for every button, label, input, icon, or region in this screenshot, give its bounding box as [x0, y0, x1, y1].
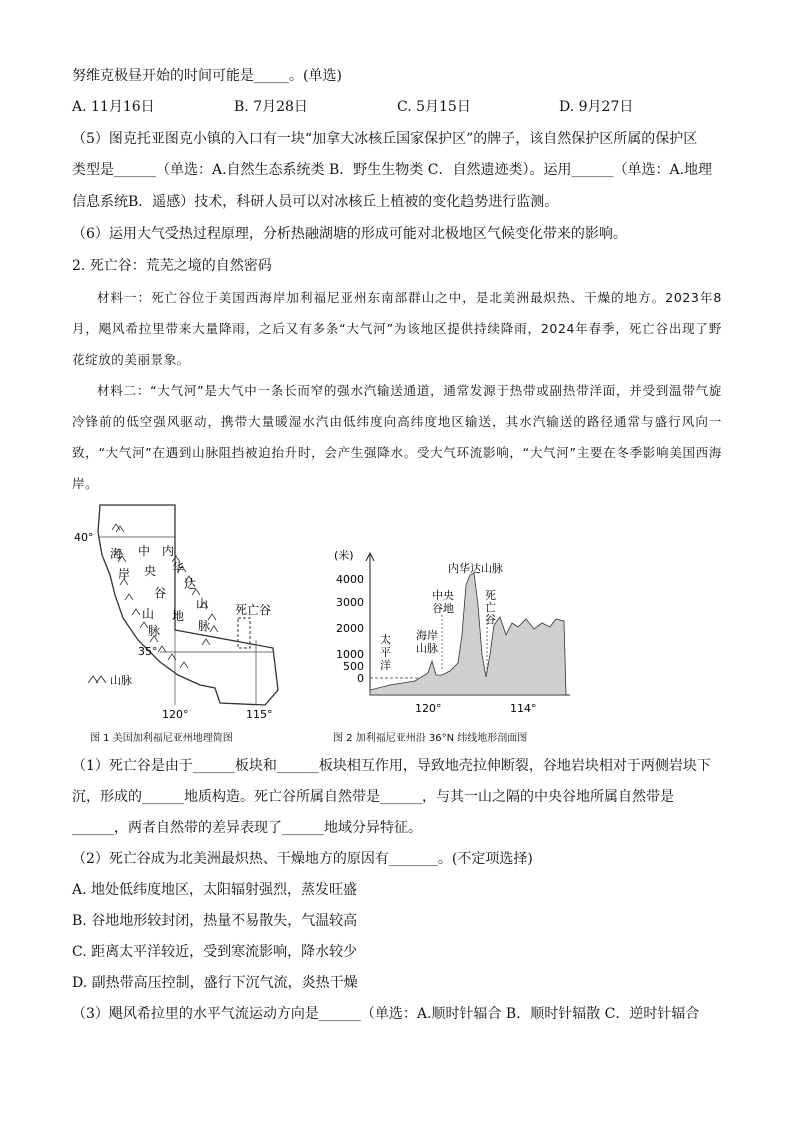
- q5-line3: 信息系统B．遥感）技术，科研人员可以对冰核丘上植被的变化趋势进行监测。: [72, 194, 559, 210]
- death-valley-3: 谷: [485, 613, 496, 626]
- central-label-1: 中: [138, 544, 151, 558]
- y-tick-2000: 2000: [336, 622, 364, 635]
- lon-115-label: 115°: [246, 708, 273, 721]
- material-two-text: 材料二：“大气河”是大气中一条长而窄的强水汽输送通道，通常发源于热带或副热带洋面，并受到温带气旋冷锋前的低空强风驱动，携带大量暖湿水汽由低纬度向高纬度地区输送，其水汽输送的路径通常与盛行风向一致，“大气河”在遇到山脉阻挡被迫抬升时，会产生强降水。受大气环流影响，“大气河”主要在冬季影响美国西海岸。: [72, 383, 722, 491]
- sierra-label-3: 达: [184, 577, 197, 591]
- material-one-text: 材料一：死亡谷位于美国西海岸加利福尼亚州东南部群山之中，是北美洲最炽热、干燥的地方。2023年8月，飓风希拉里带来大量降雨，之后又有多条“大气河”为该地区提供持续降雨，2024年春季，死亡谷出现了野花绽放的美丽景象。: [72, 290, 722, 367]
- figure2-caption: 图 2 加利福尼亚州沿 36°N 纬线地形剖面图: [333, 733, 528, 744]
- q5-line2: 类型是______（单选：A.自然生态系统类 B．野生生物类 C．自然遗迹类）。运用______（单选：A.地理: [72, 162, 713, 178]
- sierra-label-2: 华: [172, 561, 185, 575]
- y-tick-4000: 4000: [336, 573, 364, 586]
- sierra-label-5: 脉: [198, 619, 211, 633]
- coast-label-2: 岸: [118, 567, 131, 581]
- q6-text: （6）运用大气受热过程原理，分析热融湖塘的形成可能对北极地区气候变化带来的影响。: [72, 226, 627, 242]
- coast-range-label-2: 脉: [148, 624, 161, 638]
- x-tick-114: 114°: [510, 702, 537, 715]
- lon-120-label: 120°: [162, 708, 189, 721]
- sierra-label: 内华达山脉: [448, 562, 503, 575]
- pacific-3: 洋: [380, 659, 391, 672]
- figure1-california-map: [60, 500, 300, 725]
- y-tick-500: 500: [343, 660, 364, 673]
- q2-option-c[interactable]: C. 距离太平洋较近，受到寒流影响，降水较少: [72, 944, 358, 960]
- coast-range-label-1: 山: [142, 607, 155, 621]
- q1-line3: ______，两者自然带的差异表现了______地域分异特征。: [72, 820, 422, 836]
- q4-option-a[interactable]: A. 11月16日: [72, 99, 155, 115]
- pacific-2: 平: [380, 646, 391, 659]
- central-label-3: 谷: [154, 586, 167, 600]
- death-valley-2: 亡: [485, 601, 496, 614]
- material-two: [72, 375, 722, 499]
- legend-label: 山脉: [110, 674, 132, 687]
- central-valley-2: 谷地: [432, 602, 454, 615]
- y-tick-3000: 3000: [336, 596, 364, 609]
- figure2-terrain-profile: [320, 545, 580, 720]
- figure1-caption: 图 1 美国加利福尼亚州地理简图: [90, 733, 233, 744]
- q1-line1: （1）死亡谷是由于______板块和______板块相互作用，导致地壳拉伸断裂，谷地岩块相对于两侧岩块下: [72, 758, 711, 774]
- legend-mountain-icon: [88, 676, 106, 683]
- coast-range-1: 海岸: [416, 629, 438, 642]
- central-label-2: 央: [144, 564, 157, 578]
- q2-option-a[interactable]: A. 地处低纬度地区，太阳辐射强烈，蒸发旺盛: [72, 882, 358, 898]
- section2-title: 2. 死亡谷：荒芜之境的自然密码: [72, 258, 272, 274]
- central-label-4: 地: [172, 609, 185, 623]
- sierra-label-1: 内: [162, 544, 175, 558]
- death-valley-label: 死亡谷: [235, 603, 272, 617]
- death-valley-1: 死: [485, 589, 496, 602]
- y-tick-0: 0: [357, 672, 364, 685]
- q4-option-d[interactable]: D. 9月27日: [559, 99, 634, 115]
- q3-stem: （3）飓风希拉里的水平气流运动方向是______（单选：A.顺时针辐合 B．顺时针辐散 C．逆时针辐合: [72, 1006, 700, 1022]
- y-tick-1000: 1000: [336, 648, 364, 661]
- q2-option-d[interactable]: D. 副热带高压控制，盛行下沉气流，炎热干燥: [72, 975, 358, 991]
- coast-label-1: 海: [110, 547, 123, 561]
- lat-35-label: 35°: [138, 645, 158, 658]
- q2-stem: （2）死亡谷成为北美洲最炽热、干燥地方的原因有_______。(不定项选择): [72, 851, 533, 867]
- terrain-profile-shape: [370, 573, 566, 695]
- q4-option-c[interactable]: C. 5月15日: [397, 99, 471, 115]
- q2-option-b[interactable]: B. 谷地地形较封闭，热量不易散失，气温较高: [72, 913, 358, 929]
- pacific-1: 太: [380, 633, 391, 646]
- lat-40-label: 40°: [74, 531, 94, 544]
- q4-option-b[interactable]: B. 7月28日: [234, 99, 308, 115]
- q4-stem: 努维克极昼开始的时间可能是_____。(单选): [72, 68, 342, 84]
- y-unit: (米): [334, 549, 354, 562]
- coast-range-2: 山脉: [416, 642, 438, 655]
- q5-line1: （5）图克托亚图克小镇的入口有一块“加拿大冰核丘国家保护区”的牌子，该自然保护区所属的保护区: [72, 131, 698, 147]
- q1-line2: 沉，形成的______地质构造。死亡谷所属自然带是______，与其一山之隔的中央谷地所属自然带是: [72, 789, 674, 805]
- material-one: [72, 282, 722, 375]
- sierra-label-4: 山: [196, 597, 209, 611]
- central-valley-1: 中央: [432, 589, 454, 602]
- x-tick-120: 120°: [415, 702, 442, 715]
